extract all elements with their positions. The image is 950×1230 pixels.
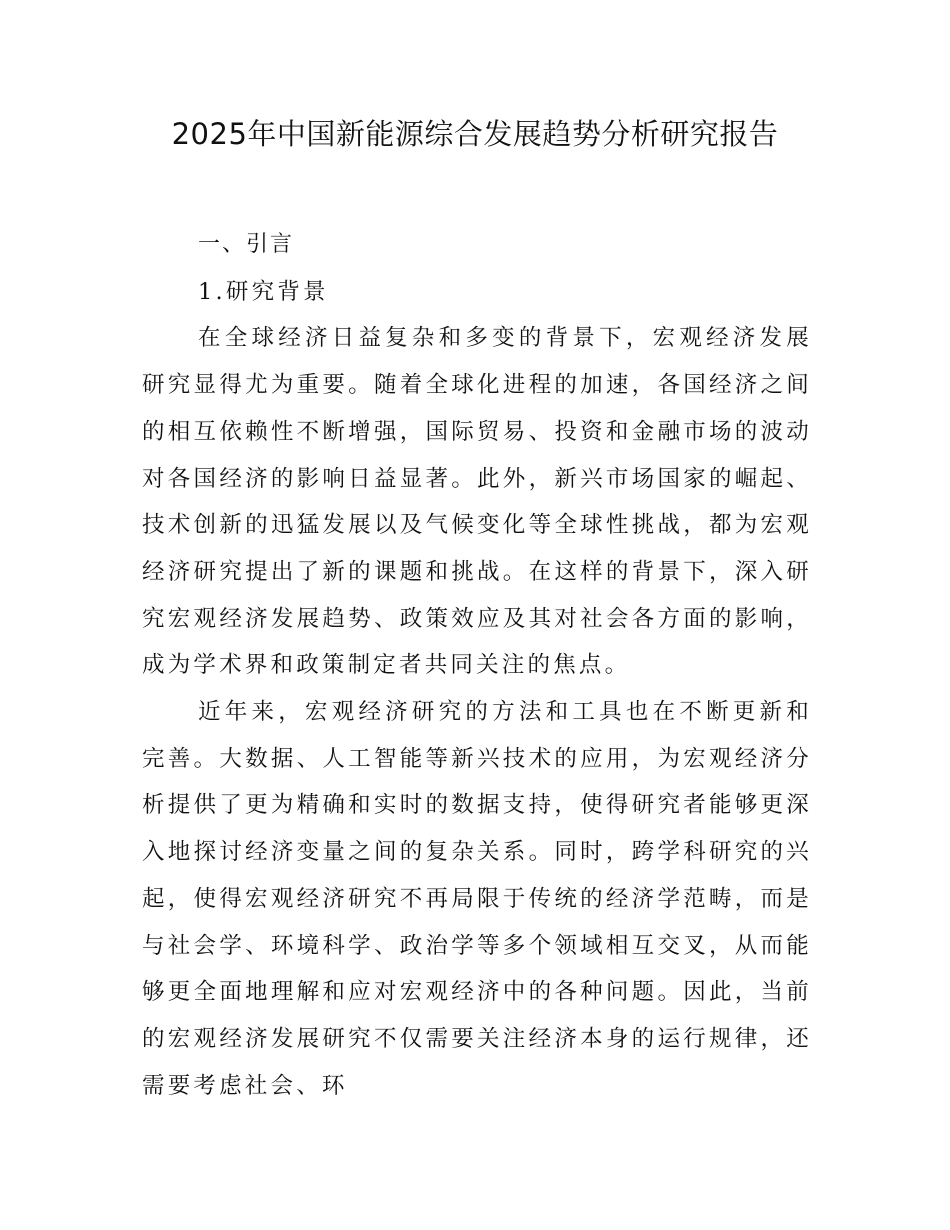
body-paragraph: 近年来，宏观经济研究的方法和工具也在不断更新和完善。大数据、人工智能等新兴技术的应用，为宏观经济分析提供了更为精确和实时的数据支持，使得研究者能够更深入地探讨经济变量之间的复杂关系。同时，跨学科研究的兴起，使得宏观经济研究不再局限于传统的经济学范畴，而是与社会学、环境科学、政治学等多个领域相互交叉，从而能够更全面地理解和应对宏观经济中的各种问题。因此，当前的宏观经济发展研究不仅需要关注经济本身的运行规律，还需要考虑社会、环 bbox=[142, 699, 812, 1099]
document-title: 2025年中国新能源综合发展趋势分析研究报告 bbox=[171, 117, 779, 151]
subsection-heading: 1.研究背景 bbox=[198, 278, 329, 305]
section-heading: 一、引言 bbox=[198, 232, 295, 257]
document-body bbox=[142, 222, 812, 1109]
body-paragraph: 在全球经济日益复杂和多变的背景下，宏观经济发展研究显得尤为重要。随着全球化进程的加速，各国经济之间的相互依赖性不断增强，国际贸易、投资和金融市场的波动对各国经济的影响日益显著。此外，新兴市场国家的崛起、技术创新的迅猛发展以及气候变化等全球性挑战，都为宏观经济研究提出了新的课题和挑战。在这样的背景下，深入研究宏观经济发展趋势、政策效应及其对社会各方面的影响，成为学术界和政策制定者共同关注的焦点。 bbox=[142, 325, 812, 679]
